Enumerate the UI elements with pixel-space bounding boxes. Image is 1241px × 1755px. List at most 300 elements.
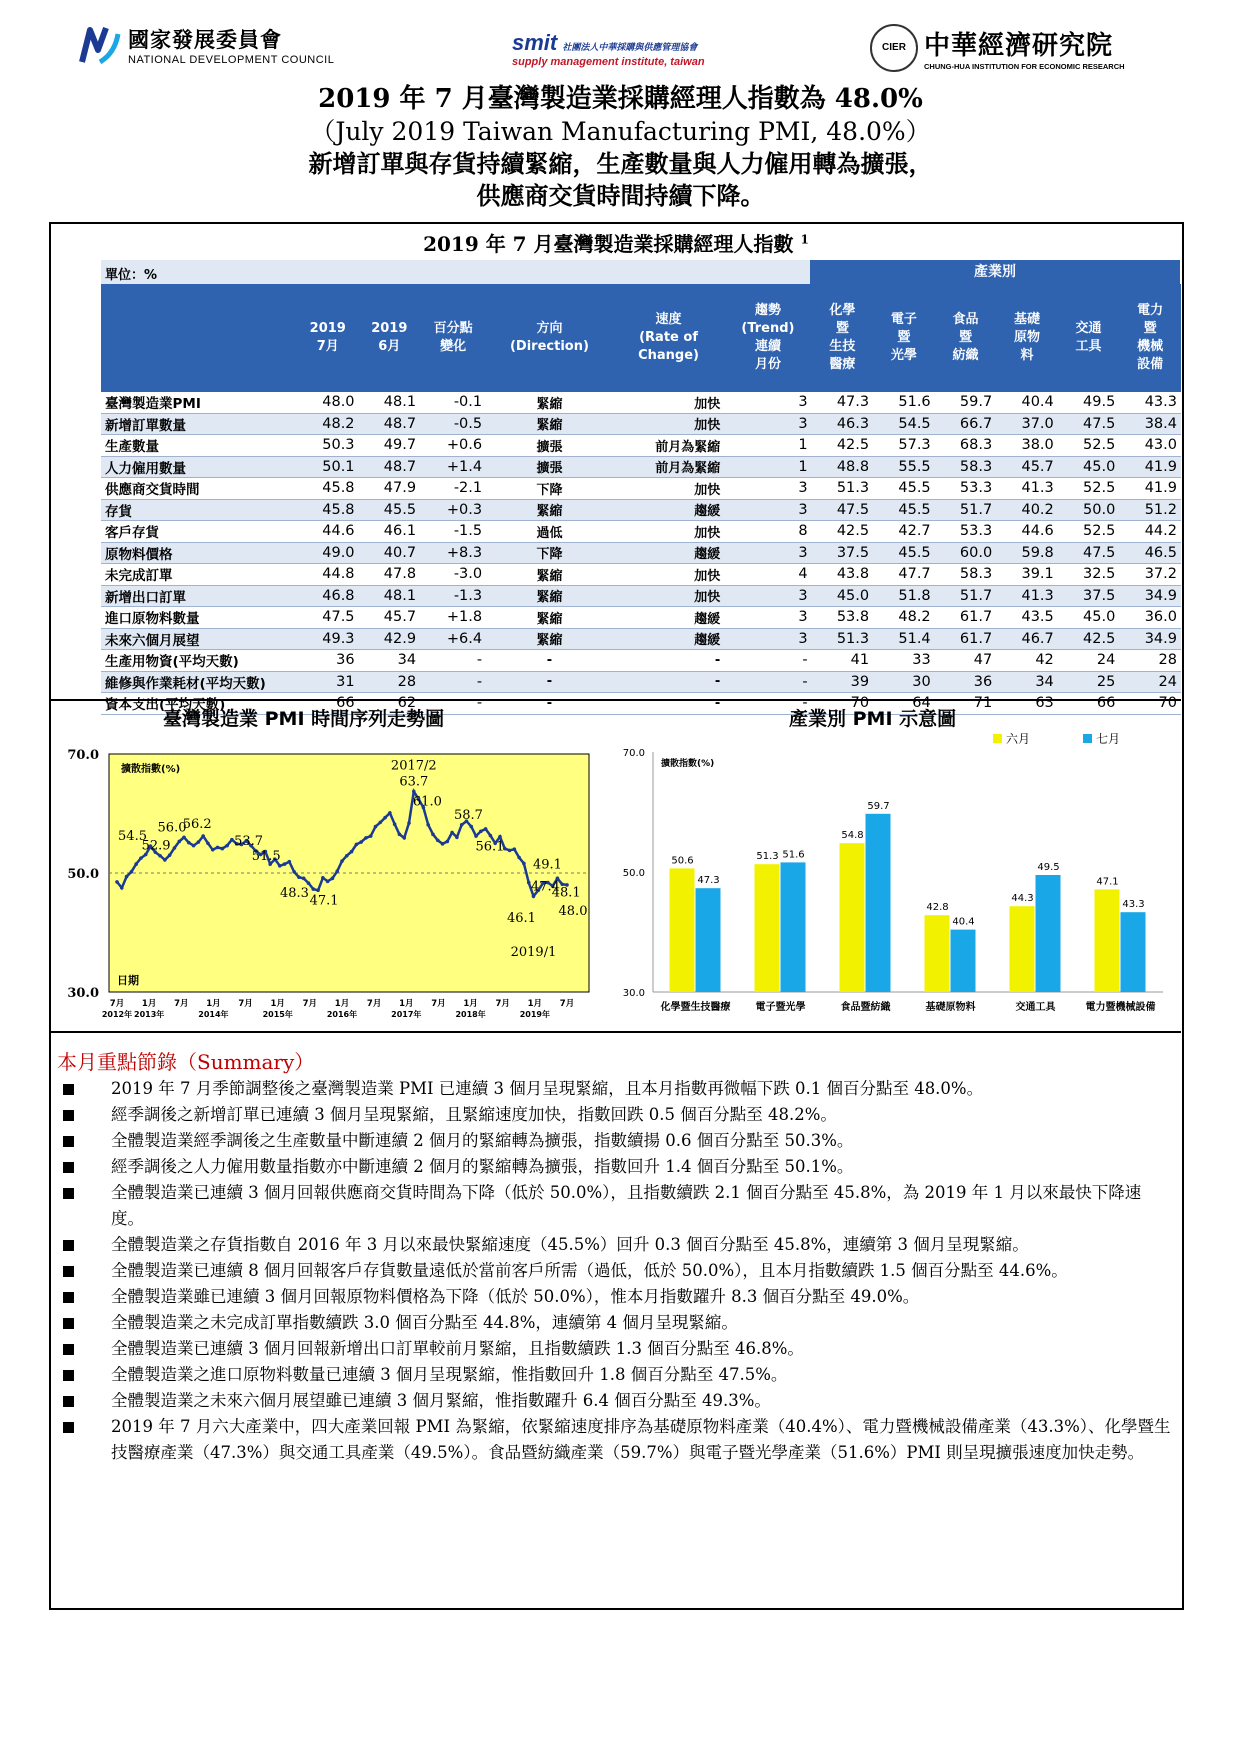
summary-text: 全體製造業之進口原物料數量已連續 3 個月呈現緊縮，惟指數回升 1.8 個百分點至 47.5%。 [111,1365,788,1384]
table-cell: - [724,671,811,693]
data-label: 44.3 [1011,893,1034,905]
table-cell: - [613,671,725,693]
table-cell: -1.3 [420,585,486,607]
data-label: 51.6 [782,849,805,861]
table-header-cell: 電力 暨 機械 設備 [1119,284,1181,392]
data-label: 47.1 [309,893,339,909]
bullet-icon [63,1422,74,1433]
data-point [446,840,450,844]
data-point [498,835,502,839]
x-tick-label: 7月 [109,999,125,1009]
data-point [292,870,296,874]
row-label: 新增出口訂單 [101,585,297,607]
data-point [297,875,301,879]
table-cell: 52.5 [1058,478,1120,500]
smit-name-en: supply management institute, taiwan [512,56,705,68]
summary-text: 2019 年 7 月六大產業中，四大產業回報 PMI 為緊縮，依緊縮速度排序為基礎原物料產業（40.4%）、電力暨機械設備產業（43.3%）、化學暨生技醫療產業（47.3%）與交通工具產業（49.5%）。食品暨紡織產業（59.7%）與電子暨光學產業（51.6%）PMI 則呈現擴張速度加快走勢。 [111,1417,1171,1462]
table-cell: 41.3 [996,585,1058,607]
table-cell: 45.0 [812,585,874,607]
x-tick-label: 食品暨紡織 [840,1002,891,1013]
data-point [182,836,186,840]
y-tick-label: 50.0 [67,867,99,882]
table-cell: 3 [724,628,811,650]
table-cell: 41.9 [1119,478,1181,500]
summary-text: 全體製造業雖已連續 3 個月回報原物料價格為下降（低於 50.0%），惟本月指數躍升 8.3 個百分點至 49.0%。 [111,1287,920,1306]
x-tick-label: 7月 [495,999,510,1009]
table-cell: 下降 [486,542,613,564]
table-cell: 51.3 [812,478,874,500]
table-cell: 3 [724,542,811,564]
data-point [450,831,454,835]
x-tick-label: 電力暨機械設備 [1085,1002,1156,1013]
summary-title-cn: 本月重點節錄 [57,1050,177,1074]
table-cell: +6.4 [420,628,486,650]
table-cell: 43.8 [812,564,874,586]
table-cell: - [420,650,486,672]
data-point [283,862,287,866]
summary-text: 全體製造業已連續 8 個月回報客戶存貨數量遠低於當前客戶所需（過低，低於 50.0%），且本月指數續跌 1.5 個百分點至 44.6%。 [111,1261,1068,1280]
table-cell: 加快 [613,585,725,607]
table-cell: 53.3 [935,521,997,543]
smit-brand: smit [512,30,558,55]
table-header-row [101,284,1181,392]
bar [1036,875,1061,992]
table-cell: 34 [996,671,1058,693]
bar [755,864,780,992]
bar-chart-title: 產業別 PMI 示意圖 [789,708,957,730]
data-point [278,864,282,868]
row-label: 生產數量 [101,435,297,457]
table-cell: 52.5 [1058,521,1120,543]
summary-item [51,1154,1179,1180]
table-cell: - [724,693,811,715]
table-header-cell: 交通 工具 [1058,284,1120,392]
table-cell: 50.3 [297,435,359,457]
x-tick-label: 2018年 [455,1010,486,1019]
table-cell: 41 [812,650,874,672]
table-cell: 1 [724,435,811,457]
bullet-icon [63,1396,74,1407]
table-cell: 3 [724,585,811,607]
table-cell: 43.0 [1119,435,1181,457]
table-cell: 緊縮 [486,564,613,586]
data-label: 51.3 [756,851,779,863]
row-label: 進口原物料數量 [101,607,297,629]
table-cell: +1.8 [420,607,486,629]
data-point [398,833,402,837]
data-point [489,834,493,838]
summary-text: 全體製造業經季調後之生產數量中斷連續 2 個月的緊縮轉為擴張，指數續揚 0.6 個百分點至 50.3%。 [111,1131,854,1150]
table-cell: 34 [359,650,421,672]
summary-text: 2019 年 7 月季節調整後之臺灣製造業 PMI 已連續 3 個月呈現緊縮，且本月指數再微幅下跌 0.1 個百分點至 48.0%。 [111,1079,984,1098]
data-point [335,869,339,873]
ndc-logo-icon [76,22,122,68]
table-cell: 47.5 [297,607,359,629]
table-cell: 39.1 [996,564,1058,586]
data-point [364,836,368,840]
table-cell: 41.3 [996,478,1058,500]
table-cell: -0.1 [420,392,486,413]
table-cell: 47.5 [812,499,874,521]
x-axis-label: 日期 [117,974,139,987]
data-point [321,876,325,880]
table-cell: 58.3 [935,456,997,478]
data-label: 56.0 [157,820,187,836]
table-cell: 45.5 [873,478,935,500]
row-label: 臺灣製造業PMI [101,392,297,413]
row-label: 生產用物資(平均天數) [101,650,297,672]
table-cell: 前月為緊縮 [613,456,725,478]
cier-mark-icon: CIER [870,24,918,72]
table-cell: 47.5 [1058,542,1120,564]
table-row [101,650,1181,672]
x-tick-label: 2019年 [519,1010,550,1019]
x-tick-label: 1月 [399,999,414,1009]
data-label: 49.1 [532,857,562,873]
line-chart-title: 臺灣製造業 PMI 時間序列走勢圖 [163,708,445,730]
table-title-text: 2019 年 7 月臺灣製造業採購經理人指數 [423,232,794,256]
table-row [101,456,1181,478]
data-point [359,840,363,844]
summary-item [51,1128,1179,1154]
table-cell: 36.0 [1119,607,1181,629]
table-cell: 54.5 [873,413,935,435]
pmi-line-chart [53,734,653,1024]
table-cell: 71 [935,693,997,715]
table-cell: 45.0 [1058,456,1120,478]
row-label: 維修與作業耗材(平均天數) [101,671,297,693]
legend-swatch [1083,734,1092,743]
table-cell: 51.7 [935,585,997,607]
x-tick-label: 1月 [270,999,285,1009]
data-point [388,811,392,815]
x-tick-label: 1月 [206,999,221,1009]
table-body [101,392,1181,714]
table-cell: 53.3 [935,478,997,500]
logo-bar [0,20,1241,80]
table-cell: 3 [724,478,811,500]
table-row [101,628,1181,650]
data-point [288,860,292,864]
table-cell: 47.5 [1058,413,1120,435]
legend-swatch [993,734,1002,743]
table-cell: 47 [935,650,997,672]
table-row [101,521,1181,543]
table-cell: 46.8 [297,585,359,607]
row-label: 未完成訂單 [101,564,297,586]
y-axis-label: 擴散指數(%) [121,764,181,775]
data-point [402,836,406,840]
data-point [187,841,191,845]
data-point [311,887,315,891]
x-tick-label: 2012年 [101,1010,133,1019]
table-cell: 47.3 [812,392,874,413]
data-point [455,836,459,840]
data-point [431,833,435,837]
data-point [426,823,430,827]
table-cell: 48.2 [873,607,935,629]
smit-logo [512,30,705,68]
data-point [378,821,382,825]
table-cell: 66.7 [935,413,997,435]
table-cell: 60.0 [935,542,997,564]
x-tick-label: 基礎原物料 [925,1002,976,1013]
table-cell: 45.8 [297,499,359,521]
table-cell: +1.4 [420,456,486,478]
table-cell: 24 [1119,671,1181,693]
bar [840,843,865,992]
bullet-icon [63,1292,74,1303]
data-point [340,859,344,863]
summary-item [51,1388,1179,1414]
bar [866,814,891,992]
table-cell: +0.6 [420,435,486,457]
summary-item [51,1284,1179,1310]
summary-text: 全體製造業之存貨指數自 2016 年 3 月以來最快緊縮速度（45.5%）回升 0.3 個百分點至 45.8%，連續第 3 個月呈現緊縮。 [111,1235,1029,1254]
table-cell: 加快 [613,413,725,435]
table-row [101,671,1181,693]
data-label: 58.7 [453,808,483,824]
x-tick-label: 化學暨生技醫療 [660,1002,731,1013]
summary-item [51,1102,1179,1128]
summary-item [51,1362,1179,1388]
y-tick-label: 70.0 [67,748,99,763]
table-cell: -1.5 [420,521,486,543]
table-cell: 36 [935,671,997,693]
summary-text: 全體製造業之未來六個月展望雖已連續 3 個月緊縮，惟指數躍升 6.4 個百分點至 49.3%。 [111,1391,771,1410]
table-cell: 44.2 [1119,521,1181,543]
data-point [130,870,134,874]
data-point [307,881,311,885]
table-cell: 31 [297,671,359,693]
y-tick-label: 70.0 [622,748,645,759]
bullet-icon [63,1136,74,1147]
table-cell: 3 [724,413,811,435]
ndc-name-en: NATIONAL DEVELOPMENT COUNCIL [128,54,335,66]
table-row [101,435,1181,457]
table-cell: 51.4 [873,628,935,650]
data-point [201,834,205,838]
data-label: 48.1 [551,885,581,901]
data-point [221,847,225,851]
table-cell: 48.2 [297,413,359,435]
table-cell: 46.1 [359,521,421,543]
bullet-icon [63,1266,74,1277]
table-cell: 49.5 [1058,392,1120,413]
table-cell: 52.5 [1058,435,1120,457]
data-label: 53.7 [234,833,264,849]
data-label: 49.5 [1037,862,1060,873]
table-header-cell: 食品 暨 紡織 [935,284,997,392]
row-label: 未來六個月展望 [101,628,297,650]
table-cell: 58.3 [935,564,997,586]
table-row [101,413,1181,435]
row-label: 存貨 [101,499,297,521]
table-cell: 42.9 [359,628,421,650]
x-tick-label: 1月 [527,999,543,1009]
table-cell: 34.9 [1119,628,1181,650]
data-label: 56.2 [182,817,212,833]
data-point [350,850,354,854]
table-cell: 51.2 [1119,499,1181,521]
table-cell: 30 [873,671,935,693]
table-cell: 趨緩 [613,607,725,629]
table-cell: 61.7 [935,628,997,650]
x-tick-label: 2013年 [134,1010,165,1019]
data-point [163,858,167,862]
table-header-cell: 方向 (Direction) [486,284,613,392]
table-cell: 45.5 [873,542,935,564]
table-cell: - [486,671,613,693]
ndc-logo [76,22,334,68]
x-tick-label: 1月 [463,999,478,1009]
table-row [101,607,1181,629]
table-cell: 48.8 [812,456,874,478]
x-tick-label: 7月 [238,999,253,1009]
table-cell: 45.7 [996,456,1058,478]
y-axis-label: 擴散指數(%) [661,759,715,769]
table-header-cell: 2019 7月 [297,284,359,392]
x-tick-label: 1月 [334,999,350,1009]
row-label: 供應商交貨時間 [101,478,297,500]
table-title [51,228,1181,257]
y-tick-label: 30.0 [67,986,99,1001]
table-cell: -3.0 [420,564,486,586]
table-cell: 55.5 [873,456,935,478]
data-point [216,846,220,850]
table-cell: 39 [812,671,874,693]
data-point [436,838,440,842]
table-cell: 緊縮 [486,392,613,413]
table-cell: 加快 [613,478,725,500]
table-cell: 37.0 [996,413,1058,435]
row-label: 客戶存貨 [101,521,297,543]
table-cell: 緊縮 [486,628,613,650]
table-cell: 44.6 [996,521,1058,543]
cier-name-en: CHUNG-HUA INSTITUTION FOR ECONOMIC RESEARCH [924,62,1125,71]
table-cell: 43.3 [1119,392,1181,413]
legend-label: 六月 [1006,732,1031,746]
table-cell: 32.5 [1058,564,1120,586]
summary-text: 經季調後之新增訂單已連續 3 個月呈現緊縮，且緊縮速度加快，指數回跌 0.5 個百分點至 48.2%。 [111,1105,837,1124]
bullet-icon [63,1110,74,1121]
data-point [517,856,521,860]
data-point [479,830,483,834]
table-cell: 緊縮 [486,585,613,607]
table-cell: 70 [1119,693,1181,715]
table-cell: 緊縮 [486,499,613,521]
data-point [522,862,526,866]
table-cell: 趨緩 [613,499,725,521]
table-cell: 37.5 [1058,585,1120,607]
x-tick-label: 電子暨光學 [755,1002,806,1013]
x-tick-label: 7月 [366,999,382,1009]
x-tick-label: 2017年 [391,1010,422,1019]
table-cell: 緊縮 [486,413,613,435]
x-tick-label: 7月 [302,999,318,1009]
table-cell: - [420,693,486,715]
data-point [197,840,201,844]
table-header-cell: 百分點 變化 [420,284,486,392]
table-cell: 41.9 [1119,456,1181,478]
table-cell: 48.0 [297,392,359,413]
data-label: 43.3 [1122,899,1145,911]
table-cell: +0.3 [420,499,486,521]
table-cell: 46.3 [812,413,874,435]
summary-title [57,1046,314,1075]
data-point [115,880,119,884]
data-point [393,822,397,826]
y-tick-label: 30.0 [622,988,645,999]
table-cell: 34.9 [1119,585,1181,607]
data-label: 46.1 [507,911,536,927]
table-cell: 46.5 [1119,542,1181,564]
bullet-icon [63,1162,74,1173]
data-label: 47.4 [530,879,560,895]
summary-list [51,1076,1179,1466]
table-cell: +8.3 [420,542,486,564]
y-tick-label: 50.0 [622,868,645,879]
cier-logo [870,24,1125,72]
table-cell: 28 [1119,650,1181,672]
bullet-icon [63,1344,74,1355]
table-cell: 70 [812,693,874,715]
bar [1010,906,1035,992]
data-point [225,844,229,848]
table-cell: - [724,650,811,672]
bullet-icon [63,1188,74,1199]
table-cell: 42.5 [812,521,874,543]
unit-label: 單位：% [105,268,158,283]
data-point [369,834,373,838]
table-cell: 1 [724,456,811,478]
x-tick-label: 1月 [141,999,157,1009]
table-cell: 44.8 [297,564,359,586]
data-point [355,843,359,847]
table-row [101,478,1181,500]
data-point [192,844,196,848]
data-point [211,848,215,852]
bullet-icon [63,1084,74,1095]
title-line-1: 2019 年 7 月臺灣製造業採購經理人指數為 48.0% [318,84,923,114]
table-cell: 45.8 [297,478,359,500]
data-point [532,894,536,898]
industry-bar-chart [607,730,1177,1024]
table-cell: 43.5 [996,607,1058,629]
table-row [101,499,1181,521]
summary-text: 全體製造業已連續 3 個月回報新增出口訂單較前月緊縮，且指數續跌 1.3 個百分點至 46.8%。 [111,1339,804,1358]
data-label: 61.0 [412,794,442,810]
industry-header: 產業別 [810,260,1180,284]
x-tick-label: 交通工具 [1015,1002,1056,1013]
table-cell: 緊縮 [486,607,613,629]
table-cell: 38.0 [996,435,1058,457]
table-cell: 過低 [486,521,613,543]
table-cell: 51.3 [812,628,874,650]
table-cell: 趨緩 [613,542,725,564]
table-cell: 45.0 [1058,607,1120,629]
data-point [177,840,181,844]
data-label: 2017/2 [390,758,437,774]
data-point [316,888,320,892]
data-label: 2019/1 [510,945,557,961]
table-cell: 8 [724,521,811,543]
data-point [474,834,478,838]
summary-item [51,1232,1179,1258]
bar [951,930,976,992]
data-point [412,790,416,794]
document-title [0,82,1241,212]
